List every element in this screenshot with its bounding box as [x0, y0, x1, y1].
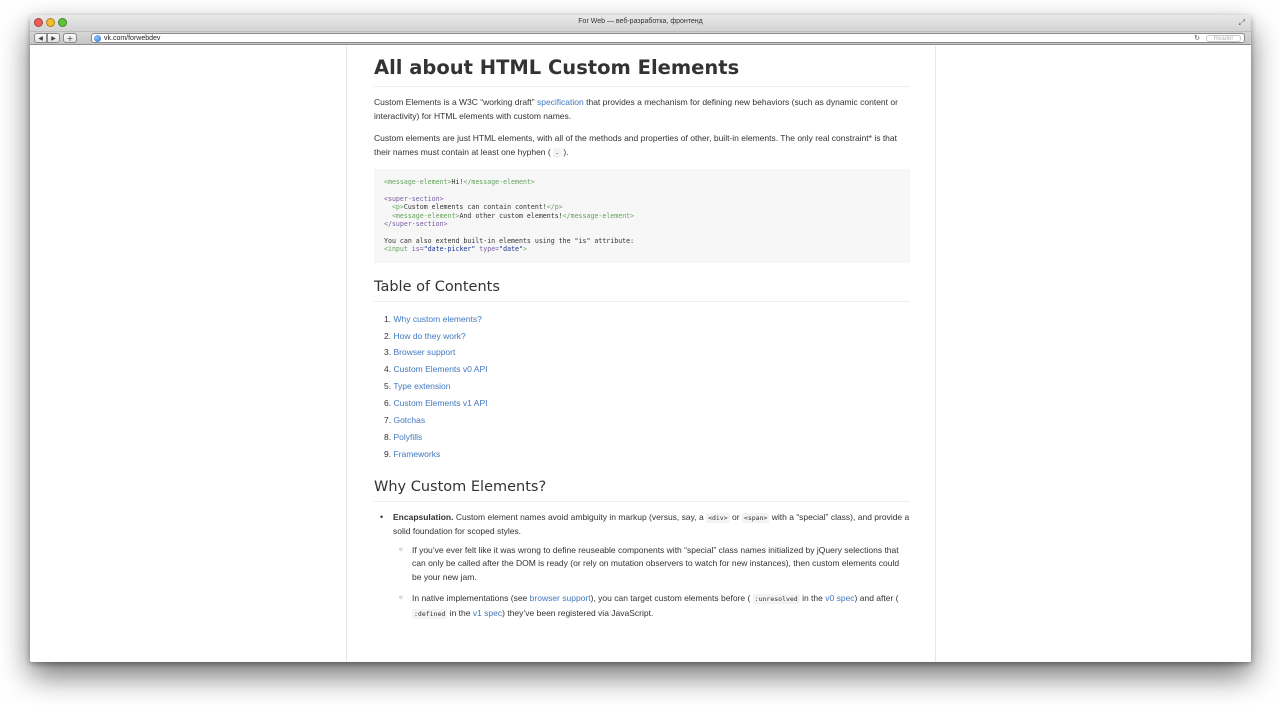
code-token: </message-element> — [463, 178, 535, 186]
code-block — [374, 169, 910, 263]
window-title: For Web — веб-разработка, фронтенд — [578, 18, 703, 25]
code-token: <message-element> — [384, 211, 460, 220]
toc-number: 7. — [384, 415, 392, 426]
toc-link[interactable]: Why custom elements? — [393, 313, 482, 324]
nav-buttons — [34, 33, 77, 43]
intro-text-2b: ). — [561, 146, 569, 157]
code-token: </message-element> — [562, 211, 635, 220]
toc-item — [374, 395, 910, 412]
hyphen-code: - — [555, 148, 559, 157]
page-viewport — [30, 46, 1251, 662]
back-button[interactable]: ◀ — [34, 33, 47, 43]
intro-paragraph-2 — [374, 132, 910, 160]
toc-item — [374, 378, 910, 395]
browser-support-link[interactable]: browser support — [529, 593, 591, 604]
code-token: "date-picker" — [423, 245, 476, 254]
toc-number: 2. — [384, 330, 392, 341]
browser-toolbar — [30, 32, 1251, 45]
toc-item — [374, 429, 910, 446]
toc-heading: Table of Contents — [374, 277, 910, 302]
code-token: </p> — [546, 203, 563, 212]
sub-list — [393, 544, 910, 622]
toc-number: 5. — [384, 381, 392, 392]
v0-spec-link[interactable]: v0 spec — [825, 593, 855, 604]
toc-link[interactable]: Frameworks — [393, 448, 441, 459]
reader-button[interactable]: Reader — [1206, 35, 1241, 42]
toc-number: 6. — [384, 398, 392, 409]
sub-list-item — [393, 592, 910, 621]
list-text: Custom element names avoid ambiguity in markup (versus, say, a — [453, 511, 707, 522]
specification-link[interactable]: specification — [536, 97, 584, 107]
article — [374, 46, 910, 629]
why-heading: Why Custom Elements? — [374, 477, 910, 502]
inline-code: <div> — [708, 513, 728, 522]
code-token: <super-section> — [384, 194, 444, 203]
toc-link[interactable]: Type extension — [393, 381, 451, 392]
globe-icon — [94, 35, 101, 42]
toc-item — [374, 344, 910, 361]
browser-window — [30, 15, 1251, 662]
toc-number: 3. — [384, 347, 392, 358]
code-token: Custom elements can contain content! — [403, 203, 547, 212]
toc-link[interactable]: Custom Elements v1 API — [393, 398, 488, 409]
intro-text-1b: that provides a mechanism for defining new behaviors (such as dynamic content or interactivity) for HTML elements with custom names. — [374, 97, 898, 121]
toc-link[interactable]: Polyfills — [393, 432, 423, 442]
v1-spec-link[interactable]: v1 spec — [472, 607, 503, 618]
list-text: or — [729, 511, 742, 522]
intro-paragraph-1 — [374, 96, 910, 123]
list-text: in the — [799, 593, 826, 604]
toc-item — [374, 361, 910, 378]
intro-text-2a: Custom elements are just HTML elements, with all of the methods and properties of other, built-in elements. The only real constraint* is that their names must contain at least one hyphen ( — [374, 133, 898, 157]
toc-link[interactable]: Browser support — [393, 347, 456, 358]
toc-number: 1. — [384, 313, 392, 324]
code-token: Hi! — [451, 178, 464, 186]
list-text: ), you can target custom elements before ( — [590, 593, 753, 604]
code-token: > — [522, 245, 527, 254]
toc-link[interactable]: Custom Elements v0 API — [393, 364, 488, 375]
toc-item — [374, 412, 910, 429]
list-text: ) they’ve been registered via JavaScript. — [502, 607, 654, 618]
code-token: </super-section> — [384, 220, 448, 229]
list-text: with a “special” class), and provide a solid foundation for scoped styles. — [393, 511, 910, 537]
title-bar — [30, 15, 1251, 32]
page-title: All about HTML Custom Elements — [374, 56, 910, 87]
sub-list-item: ○ If you’ve ever felt like it was wrong to define reuseable components with “special” class names initialized by jQuery selections that can only be called after the DOM is ready (or rely on mutation observers to watch for new instances), then custom elements could be your new jam. — [393, 544, 910, 585]
address-bar[interactable] — [91, 33, 1245, 43]
code-token: "date" — [499, 245, 523, 254]
inline-code: :defined — [414, 609, 446, 618]
toc-list — [374, 311, 910, 463]
toc-number: 8. — [384, 432, 392, 442]
code-token: <input — [384, 245, 412, 254]
toc-link[interactable]: Gotchas — [393, 415, 426, 426]
code-token: type= — [475, 245, 500, 254]
code-token: You can also extend built-in elements using the "is" attribute: — [384, 236, 635, 245]
toc-number: 9. — [384, 448, 392, 459]
bold-term: Encapsulation. — [393, 511, 454, 522]
toc-number: 4. — [384, 364, 392, 375]
forward-button[interactable]: ▶ — [47, 33, 60, 43]
code-token: And other custom elements! — [459, 211, 563, 220]
toc-item — [374, 328, 910, 345]
toc-link[interactable]: How do they work? — [393, 330, 466, 341]
fullscreen-icon[interactable]: ⤢ — [1238, 18, 1245, 27]
reload-icon[interactable]: ↻ — [1194, 35, 1200, 42]
list-text: in the — [447, 607, 473, 618]
code-token: is= — [411, 245, 424, 254]
content-column — [346, 46, 936, 662]
code-token: <message-element> — [384, 178, 452, 186]
list-text: ) and after ( — [854, 593, 899, 604]
list-item — [374, 511, 910, 622]
code-token: <p> — [384, 203, 404, 212]
inline-code: :unresolved — [754, 595, 798, 604]
list-text: In native implementations (see — [412, 593, 530, 604]
intro-text-1a: Custom Elements is a W3C “working draft” — [374, 97, 537, 107]
toc-item — [374, 446, 910, 463]
add-bookmark-button[interactable]: + — [63, 33, 77, 43]
toc-item — [374, 311, 910, 328]
url-text: vk.com/forwebdev — [104, 35, 161, 42]
why-list — [374, 511, 910, 622]
inline-code: <span> — [743, 513, 768, 522]
